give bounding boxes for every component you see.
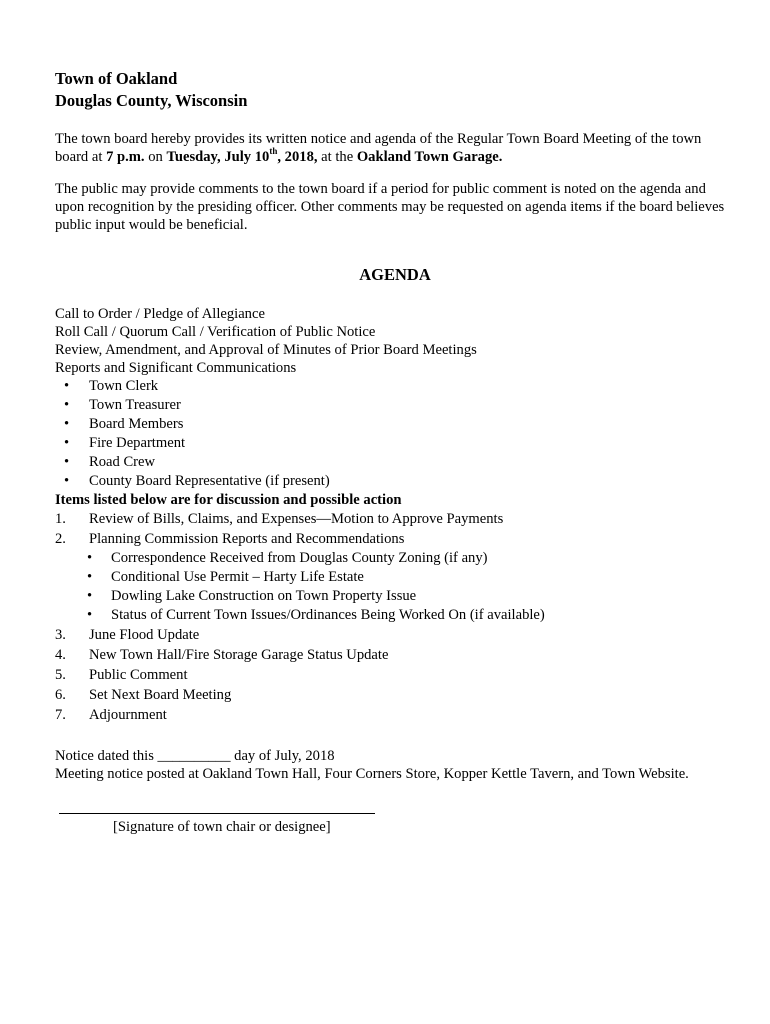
report-item-label: Board Members — [89, 416, 184, 432]
agenda-item: Reports and Significant Communications — [55, 360, 297, 376]
bullet-icon: • — [64, 454, 70, 470]
notice-dated: Notice dated this __________ day of July, 2018 — [55, 748, 335, 764]
report-item — [55, 453, 735, 472]
bullet-icon: • — [87, 607, 93, 623]
action-item-label: Adjournment — [89, 707, 167, 723]
sub-item — [55, 606, 735, 625]
action-item-number: 5. — [55, 667, 66, 683]
report-item-label: Town Clerk — [89, 378, 159, 394]
action-item — [55, 625, 735, 645]
action-items-list — [55, 509, 735, 725]
action-item-number: 7. — [55, 707, 66, 723]
report-item — [55, 472, 735, 491]
intro-text-at: at the — [317, 149, 357, 165]
bullet-icon: • — [64, 473, 70, 489]
action-item-label: Set Next Board Meeting — [89, 687, 232, 703]
action-item-label: New Town Hall/Fire Storage Garage Status Update — [89, 647, 389, 663]
agenda-item: Review, Amendment, and Approval of Minutes of Prior Board Meetings — [55, 342, 477, 358]
report-item — [55, 434, 735, 453]
report-item-label: County Board Representative (if present) — [89, 473, 330, 489]
county-state: Douglas County, Wisconsin — [55, 91, 248, 110]
notice-posted: Meeting notice posted at Oakland Town Hall, Four Corners Store, Kopper Kettle Tavern, and Town Website. — [55, 766, 689, 782]
sub-item-label: Dowling Lake Construction on Town Property Issue — [111, 588, 417, 604]
action-item — [55, 645, 735, 665]
agenda-item: Call to Order / Pledge of Allegiance — [55, 306, 265, 322]
report-item-label: Town Treasurer — [89, 397, 181, 413]
report-item — [55, 396, 735, 415]
public-comment-paragraph: The public may provide comments to the town board if a period for public comment is noted on the agenda and upon recognition by the presiding officer. Other comments may be requested on agenda items if the board believes public input would be beneficial. — [55, 181, 725, 233]
sub-item — [55, 568, 735, 587]
report-item-label: Fire Department — [89, 435, 186, 451]
report-item-label: Road Crew — [89, 454, 156, 470]
bullet-icon: • — [87, 569, 93, 585]
meeting-date-main: Tuesday, July 10 — [166, 149, 270, 165]
opening-items-list — [55, 305, 735, 377]
action-heading: Items listed below are for discussion and possible action — [55, 492, 402, 508]
meeting-date-suffix: th — [269, 146, 278, 157]
action-item — [55, 705, 735, 725]
sub-item-label: Correspondence Received from Douglas County Zoning (if any) — [111, 550, 488, 566]
intro-text: The town board hereby provides its written notice and agenda of the Regular Town Board Meeting of the town board at — [55, 131, 702, 165]
bullet-icon: • — [64, 435, 70, 451]
action-item-label: Planning Commission Reports and Recommendations — [89, 531, 405, 547]
intro-text-on: on — [144, 149, 167, 165]
action-item — [55, 509, 735, 529]
reports-list — [55, 377, 735, 491]
action-item-number: 6. — [55, 687, 66, 703]
action-item-label: Review of Bills, Claims, and Expenses—Motion to Approve Payments — [89, 511, 504, 527]
agenda-item: Roll Call / Quorum Call / Verification of Public Notice — [55, 324, 376, 340]
bullet-icon: • — [87, 588, 93, 604]
action-item-number: 1. — [55, 511, 66, 527]
bullet-icon: • — [64, 416, 70, 432]
bullet-icon: • — [64, 378, 70, 394]
action-item-number: 3. — [55, 627, 66, 643]
sub-item-label: Status of Current Town Issues/Ordinances Being Worked On (if available) — [111, 607, 545, 623]
meeting-notice-paragraph — [55, 130, 735, 166]
action-item-number: 2. — [55, 531, 66, 547]
sub-item — [55, 549, 735, 568]
agenda-title: AGENDA — [359, 265, 431, 284]
meeting-location: Oakland Town Garage. — [356, 149, 503, 165]
agenda-document — [55, 68, 735, 783]
report-item — [55, 415, 735, 434]
signature-line — [59, 813, 375, 814]
town-name: Town of Oakland — [55, 69, 178, 88]
action-item — [55, 665, 735, 685]
sub-item-label: Conditional Use Permit – Harty Life Estate — [111, 569, 364, 585]
sub-item — [55, 587, 735, 606]
action-item-label: June Flood Update — [89, 627, 200, 643]
action-item-number: 4. — [55, 647, 66, 663]
meeting-date-year: , 2018, — [277, 149, 318, 165]
signature-label: [Signature of town chair or designee] — [113, 819, 331, 835]
action-item-label: Public Comment — [89, 667, 188, 683]
meeting-date — [166, 146, 318, 165]
bullet-icon: • — [87, 550, 93, 566]
report-item — [55, 377, 735, 396]
meeting-time: 7 p.m. — [106, 149, 145, 165]
action-item — [55, 685, 735, 705]
bullet-icon: • — [64, 397, 70, 413]
action-item — [55, 529, 735, 549]
